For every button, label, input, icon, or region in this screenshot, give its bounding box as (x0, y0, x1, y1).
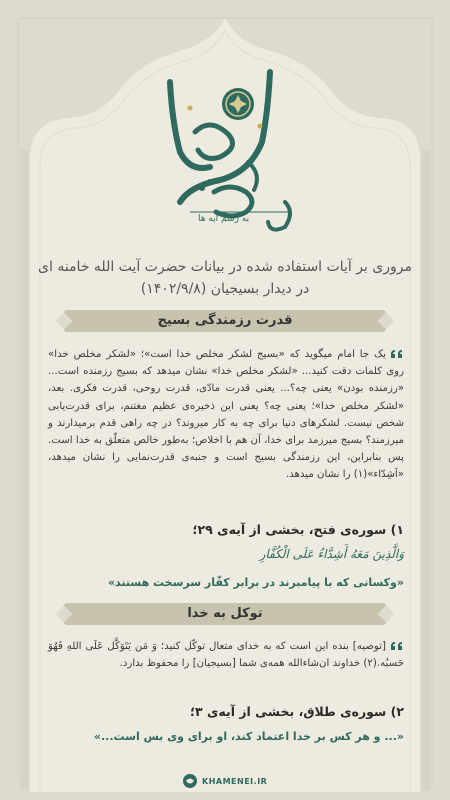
section-paragraph-1 (48, 346, 404, 484)
footer-logo[interactable] (182, 770, 267, 792)
section-verse-1: وَالَّذِينَ مَعَهُ أَشِدَّاءُ عَلَى الْكُفَّارِ (259, 547, 404, 561)
section-translation-2: «... و هر کس بر خدا اعتماد کند، او برای وی بس است...» (93, 730, 404, 743)
section-paragraph-1-text: یک جا امام میگوید که «بسیج لشکر مخلص خدا است»؛ «لشکر مخلص خدا» روی کلمات دقت کنید... «لشکر مخلص خدا» نشان میدهد که بسیج رزمنده است... «رزمنده بودن» یعنی چه؟... یعنی قدرت مادّی، قدرت روحی، قدرت فکری. بعد، «لشکر مخلص خدا»؛ یعنی چه؟ یعنی این ذخیره‌ی عظیم مغتنم، برای قدرت‌یابی شخص نیست. لشکرهای دنیا برای چه به کار میروند؟ در چه راهی قدم برمیدارند و میرزمند؟ بسیج میرزمد برای خدا، آن هم با اخلاص؛ به‌طور خالص متعلّق به خدا است. پس بنابراین، این رزمندگی بسیج است و جنبه‌ی قدرت‌نمایی را نشان میدهد، «اَشِدّاء»(۱) را نشان میدهد. (48, 349, 404, 481)
intro-line-1: مروری بر آیات استفاده شده در بیانات حضرت آیت الله خامنه ای (38, 259, 412, 275)
intro-line-2: در دیدار بسیجیان (۱۴۰۲/۹/۸) (140, 281, 310, 297)
section-paragraph-2 (48, 638, 404, 672)
quote-icon (390, 641, 404, 651)
intro-text (30, 256, 420, 300)
section-banner-1: قدرت رزمندگی بسیج (64, 310, 386, 332)
quote-icon (390, 349, 404, 359)
section-heading-1: ۱) سوره‌ی فتح، بخشی از آیه‌ی ۲۹؛ (192, 522, 404, 537)
section-banner-2: توکل به خدا (64, 603, 386, 625)
site-emblem-icon (182, 773, 198, 789)
section-translation-1: «وکسانی که با پیامبرند در برابر کفّار سرسخت هستند» (107, 576, 404, 589)
footer-site-name: KHAMENEI.IR (202, 776, 268, 786)
section-paragraph-2-text: [توصیه] بنده این است که به خدای متعال توکّل کنید؛ وَ مَن یَتَوَکَّل عَلَی اللهِ فَهُوَ حَسبُه.(۲) خداوند ان‌شاءالله همه‌ی شما [بسیجیان] را محفوظ بدارد. (48, 641, 404, 670)
logo-subtitle: به رسم آیه ها (198, 214, 250, 224)
section-heading-2: ۲) سوره‌ی طلاق، بخشی از آیه‌ی ۳؛ (189, 704, 404, 719)
